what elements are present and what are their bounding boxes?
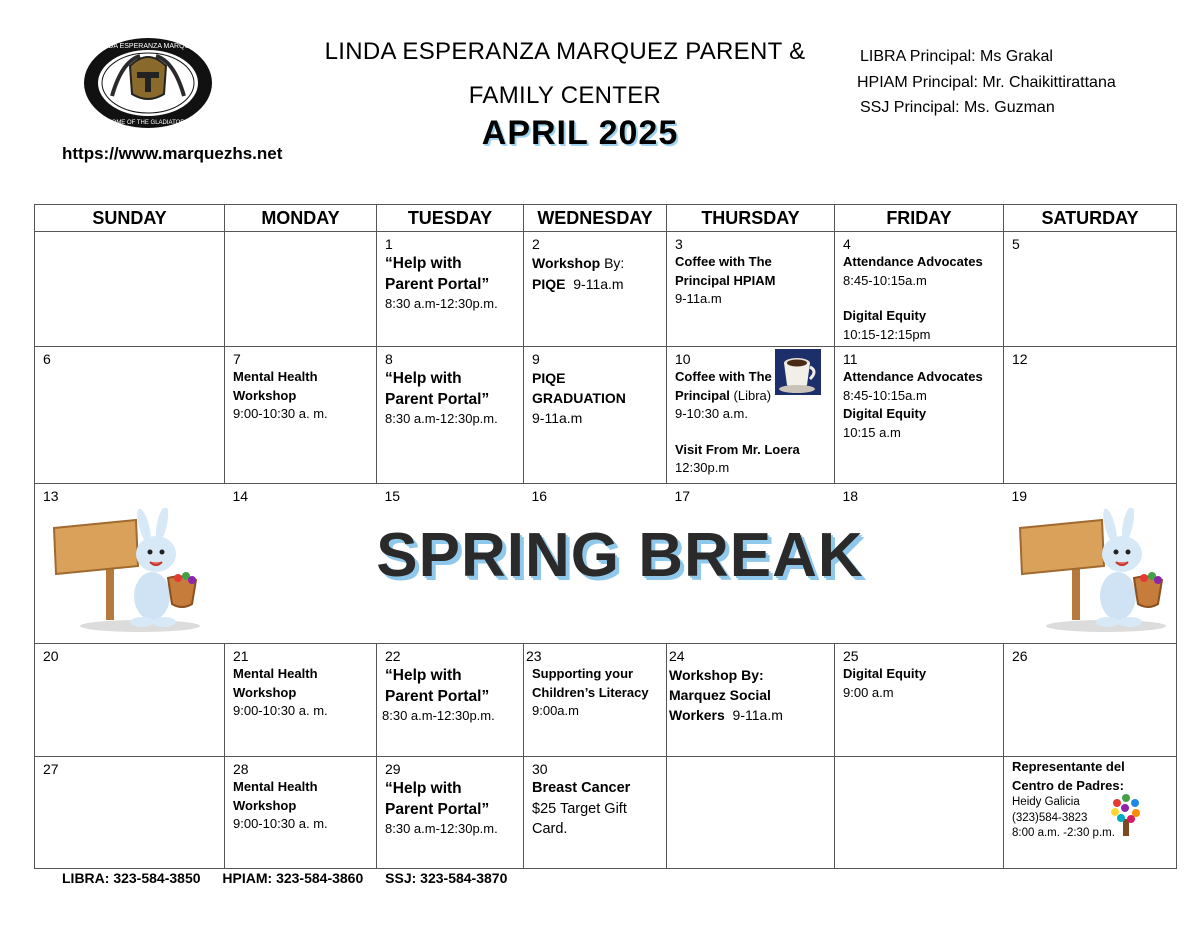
day-number: 1 <box>385 236 393 252</box>
event-title: Mental Health <box>233 779 318 794</box>
coffee-cup-image <box>775 349 821 395</box>
phone-hpiam: HPIAM: 323-584-3860 <box>222 870 364 886</box>
day-cell[interactable] <box>377 757 524 869</box>
title-line-1: LINDA ESPERANZA MARQUEZ PARENT & <box>324 38 806 65</box>
day-number: 29 <box>385 761 401 777</box>
event-title: Workshop <box>233 387 297 403</box>
event-title: Workshop <box>233 797 297 813</box>
event-time: 12:30p.m <box>675 460 730 475</box>
principals-list <box>857 44 1116 121</box>
contact-hours: 8:00 a.m. -2:30 p.m. <box>1012 827 1115 839</box>
event-time: 10:15-12:15pm <box>843 326 931 342</box>
day-number: 23 <box>526 648 542 664</box>
day-cell[interactable] <box>35 644 225 757</box>
day-cell[interactable] <box>667 644 835 757</box>
page-title <box>300 30 830 118</box>
weekday-header: SUNDAY <box>35 205 225 232</box>
contact-heading: Centro de Padres: <box>1012 777 1124 793</box>
event-title: “Help with <box>385 255 462 272</box>
day-number: 20 <box>43 648 59 664</box>
event-time: 8:45-10:15a.m <box>843 272 927 288</box>
event-title-suffix: (Libra) <box>729 387 772 403</box>
day-number: 6 <box>43 351 51 367</box>
event-time: 9-10:30 a.m. <box>675 406 748 421</box>
day-cell[interactable] <box>835 644 1004 757</box>
day-number: 7 <box>233 351 241 367</box>
contact-name: Heidy Galicia <box>1012 796 1080 808</box>
principal-ssj: SSJ Principal: Ms. Guzman <box>860 99 1055 116</box>
school-logo <box>82 36 214 130</box>
event-title-suffix: By: <box>600 255 625 271</box>
day-number: 12 <box>1012 351 1028 367</box>
footer-phone-numbers <box>62 870 525 886</box>
event-time: 9:00 a.m <box>843 684 894 700</box>
phone-ssj: SSJ: 323-584-3870 <box>385 870 508 886</box>
event-title: Marquez Social <box>669 687 771 703</box>
event-title: Workshop By: <box>669 667 764 683</box>
day-cell[interactable] <box>377 232 524 347</box>
event-time: 9-11a.m <box>724 707 783 723</box>
event-title: Workers <box>669 707 725 723</box>
event-title: Supporting your <box>532 666 634 681</box>
day-number: 10 <box>675 351 691 367</box>
day-cell-empty <box>35 232 225 347</box>
weekday-header: WEDNESDAY <box>524 205 667 232</box>
event-title: Coffee with The <box>675 254 772 269</box>
event-title: Parent Portal” <box>385 801 490 818</box>
day-number: 16 <box>531 488 548 504</box>
event-detail: Card. <box>532 821 568 837</box>
day-cell[interactable] <box>225 484 377 644</box>
event-time: 10:15 a.m <box>843 424 901 440</box>
day-number: 5 <box>1012 236 1020 252</box>
day-number: 9 <box>532 351 540 367</box>
event-title: “Help with <box>385 667 462 684</box>
event-title: Digital Equity <box>843 308 927 323</box>
day-cell[interactable] <box>377 347 524 484</box>
day-cell[interactable] <box>524 644 667 757</box>
bunny-sign-illustration <box>50 508 210 634</box>
event-title: Workshop <box>233 684 297 700</box>
svg-text:HOME OF THE GLADIATORS: HOME OF THE GLADIATORS <box>107 120 189 126</box>
day-number: 15 <box>384 488 401 504</box>
day-number: 18 <box>842 488 859 504</box>
event-title: Digital Equity <box>843 406 927 421</box>
day-cell-empty <box>835 757 1004 869</box>
event-title: Breast Cancer <box>532 780 631 796</box>
day-cell[interactable] <box>35 757 225 869</box>
week-row <box>35 347 1177 484</box>
day-number: 25 <box>843 648 859 664</box>
day-number: 21 <box>233 648 249 664</box>
month-title: APRIL 2025 <box>481 114 679 152</box>
contact-phone: (323)584-3823 <box>1012 811 1088 824</box>
event-title: Workshop <box>532 255 601 271</box>
weekday-header: FRIDAY <box>835 205 1004 232</box>
day-cell[interactable] <box>377 644 524 757</box>
day-cell[interactable] <box>667 347 835 484</box>
day-cell-empty <box>225 232 377 347</box>
spring-break-banner: SPRING BREAK <box>376 521 864 590</box>
event-title: Parent Portal” <box>385 688 490 705</box>
day-number: 19 <box>1011 488 1028 504</box>
day-cell[interactable] <box>35 347 225 484</box>
day-cell[interactable] <box>1004 232 1177 347</box>
day-number: 17 <box>674 488 691 504</box>
event-time: 8:30 a.m-12:30p.m. <box>382 708 495 723</box>
phone-libra: LIBRA: 323-584-3850 <box>62 870 201 886</box>
day-number: 30 <box>532 761 548 777</box>
event-time: 8:45-10:15a.m <box>843 387 927 403</box>
day-number: 2 <box>532 236 540 252</box>
event-title: Principal HPIAM <box>675 272 776 288</box>
day-number: 3 <box>675 236 683 252</box>
day-cell[interactable] <box>225 644 377 757</box>
day-cell[interactable] <box>225 347 377 484</box>
event-time: 8:30 a.m-12:30p.m. <box>385 411 498 426</box>
event-title: Mental Health <box>233 369 318 384</box>
event-title: “Help with <box>385 370 462 387</box>
day-cell[interactable] <box>1004 757 1177 869</box>
school-website-link[interactable]: https://www.marquezhs.net <box>62 144 283 163</box>
event-title: Parent Portal” <box>385 276 490 293</box>
day-number: 27 <box>43 761 59 777</box>
day-cell[interactable] <box>225 757 377 869</box>
event-title: Digital Equity <box>843 666 927 681</box>
event-time: 9:00-10:30 a. m. <box>233 816 328 831</box>
weekday-header: SATURDAY <box>1004 205 1177 232</box>
bunny-sign-illustration <box>1016 508 1176 634</box>
event-title: “Help with <box>385 780 462 797</box>
day-number: 28 <box>233 761 249 777</box>
event-title: Attendance Advocates <box>843 254 983 269</box>
contact-heading: Representante del <box>1012 759 1125 774</box>
day-cell[interactable] <box>1004 347 1177 484</box>
weekday-header: TUESDAY <box>377 205 524 232</box>
day-number: 14 <box>232 488 249 504</box>
day-cell[interactable] <box>524 347 667 484</box>
event-time: 9:00a.m <box>532 703 579 718</box>
event-time: 9-11a.m <box>565 276 624 292</box>
weekday-header: MONDAY <box>225 205 377 232</box>
day-number: 22 <box>385 648 401 664</box>
week-row <box>35 232 1177 347</box>
day-cell-empty <box>667 757 835 869</box>
day-number: 13 <box>43 488 59 504</box>
day-number: 4 <box>843 236 851 252</box>
day-cell[interactable] <box>835 232 1004 347</box>
event-title: Coffee with The <box>675 369 772 384</box>
day-number: 26 <box>1012 648 1028 664</box>
day-cell[interactable] <box>835 347 1004 484</box>
day-number: 8 <box>385 351 393 367</box>
weekday-header: THURSDAY <box>667 205 835 232</box>
event-title: PIQE <box>532 370 566 386</box>
event-detail: $25 Target Gift <box>532 800 627 817</box>
event-time: 9:00-10:30 a. m. <box>233 703 328 718</box>
day-cell[interactable] <box>1004 644 1177 757</box>
week-row <box>35 757 1177 869</box>
tree-icon <box>1108 791 1144 837</box>
event-time: 9-11a.m <box>532 410 583 426</box>
event-title: Mental Health <box>233 666 318 681</box>
week-row <box>35 644 1177 757</box>
day-cell[interactable] <box>524 232 667 347</box>
event-title: Principal <box>675 387 730 403</box>
event-time: 9-11a.m <box>675 291 722 306</box>
event-title: Parent Portal” <box>385 391 490 408</box>
day-number: 24 <box>669 648 685 664</box>
event-title: GRADUATION <box>532 390 626 406</box>
event-title: Children’s Literacy <box>532 684 649 700</box>
day-cell[interactable] <box>667 232 835 347</box>
title-line-2: FAMILY CENTER <box>468 82 662 109</box>
weekday-header-row <box>35 205 1177 232</box>
svg-text:LINDA ESPERANZA MARQUEZ: LINDA ESPERANZA MARQUEZ <box>97 43 199 50</box>
event-time: 9:00-10:30 a. m. <box>233 406 328 421</box>
event-time: 8:30 a.m-12:30p.m. <box>385 296 498 311</box>
event-time: 8:30 a.m-12:30p.m. <box>385 821 498 836</box>
day-number: 11 <box>843 351 858 367</box>
principal-hpiam: HPIAM Principal: Mr. Chaikittirattana <box>857 73 1116 91</box>
principal-libra: LIBRA Principal: Ms Grakal <box>860 48 1053 65</box>
event-title: Visit From Mr. Loera <box>675 441 800 457</box>
day-cell[interactable] <box>524 757 667 869</box>
event-title: Attendance Advocates <box>843 369 983 384</box>
event-title: PIQE <box>532 276 566 292</box>
